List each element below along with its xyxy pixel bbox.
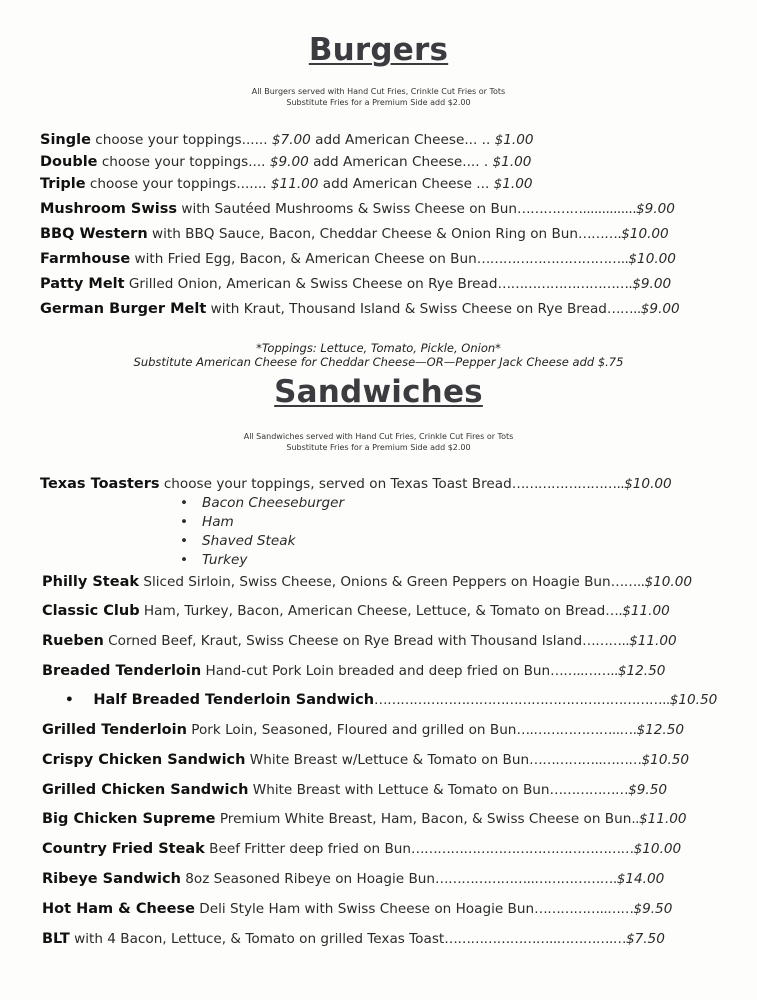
leader-dots: ……………..…… [534,901,634,917]
leader-dots: …………………………. [497,276,633,292]
item-price: $9.00 [632,276,672,292]
sandwich-item-half-breaded-tenderloin [65,690,717,710]
item-name: German Burger Melt [40,301,207,317]
item-desc: Hand-cut Pork Loin breaded and deep fried on Bun [201,663,551,679]
item-desc: White Breast w/Lettuce & Tomato on Bun [245,752,530,768]
sandwich-item-country-fried-steak [42,839,681,859]
leader-dots: …….. [606,301,641,317]
item-price: $11.00 [639,811,687,827]
cheese-substitute-note: Substitute American Cheese for Cheddar Cheese—OR—Pepper Jack Cheese add $.75 [133,355,624,369]
item-desc: choose your toppings....... [85,176,271,192]
item-name: Farmhouse [40,251,131,267]
item-price: $10.00 [621,226,669,242]
item-name: Mushroom Swiss [40,201,178,217]
leader-dots: .. [631,811,639,827]
item-name: Rueben [42,633,104,649]
sandwich-item-philly-steak [42,572,692,592]
item-price: $9.50 [633,901,673,917]
sandwich-item-texas-toasters [40,474,672,494]
item-price: $9.50 [628,782,668,798]
item-desc: with Sautéed Mushrooms & Swiss Cheese on Bun [177,201,518,217]
leader-dots: ……………………..………….… [444,931,626,947]
leader-dots: ….………………..…. [516,722,637,738]
leader-dots: …………………………….. [476,251,629,267]
item-name: BBQ Western [40,226,148,242]
item-name: Classic Club [42,603,140,619]
item-name: Texas Toasters [40,476,160,492]
item-price: $7.50 [625,931,665,947]
burgers-substitute-note: Substitute Fries for a Premium Side add $2.00 [286,98,471,107]
sandwich-item-hot-ham-cheese [42,899,672,919]
item-name: BLT [42,931,70,947]
item-price: $9.00 [640,301,680,317]
sandwiches-title: Sandwiches [274,374,483,410]
leader-dots: …………………..………………. [435,871,617,887]
item-name: Grilled Tenderloin [42,722,187,738]
item-price: $10.00 [633,841,682,857]
item-addon: add American Cheese ... [318,176,494,192]
item-name: Ribeye Sandwich [42,871,181,887]
item-desc: Pork Loin, Seasoned, Floured and grilled on Bun [186,722,517,738]
item-name: Triple [40,176,86,192]
leader-dots: …. [605,603,623,619]
item-price: $12.50 [617,663,666,679]
item-name: Breaded Tenderloin [42,663,202,679]
item-name: Big Chicken Supreme [42,811,216,827]
burger-item-double [40,152,531,172]
item-name: Philly Steak [42,574,139,590]
item-desc: Corned Beef, Kraut, Swiss Cheese on Rye Bread with Thousand Island [103,633,583,649]
item-price: $11.00 [622,603,670,619]
item-name: Grilled Chicken Sandwich [42,782,249,798]
leader-dots: …………….............. [517,201,637,217]
item-name: Hot Ham & Cheese [42,901,195,917]
burger-item-single [40,130,534,150]
sandwich-item-crispy-chicken [42,750,689,770]
item-desc: with Kraut, Thousand Island & Swiss Cheese on Rye Bread [206,301,607,317]
item-price: $11.00 [629,633,677,649]
item-name: Crispy Chicken Sandwich [42,752,246,768]
item-price: $10.00 [624,476,672,492]
item-desc: choose your toppings, served on Texas Toast Bread [159,476,512,492]
burgers-served-note: All Burgers served with Hand Cut Fries, Crinkle Cut Fries or Tots [251,87,506,96]
sandwich-item-breaded-tenderloin [42,661,665,681]
item-price: $10.50 [641,752,690,768]
burger-item-bbq-western [40,224,669,244]
item-price: $12.50 [636,722,685,738]
sandwich-item-rueben [42,631,677,651]
item-price: $10.50 [669,692,718,708]
item-desc: with BBQ Sauce, Bacon, Cheddar Cheese & Onion Ring on Bun [147,226,579,242]
item-name: Country Fried Steak [42,841,205,857]
burger-item-german-burger-melt [40,299,680,319]
burger-item-triple [40,174,533,194]
item-desc: Ham, Turkey, Bacon, American Cheese, Lettuce, & Tomato on Bread [139,603,606,619]
item-price: $9.00 [269,154,309,170]
item-name: Patty Melt [40,276,125,292]
item-name: Single [40,132,91,148]
leader-dots: …….. [610,574,645,590]
item-desc: Sliced Sirloin, Swiss Cheese, Onions & Green Peppers on Hoagie Bun [139,574,611,590]
item-desc: choose your toppings.... [97,154,270,170]
item-addon-price: $1.00 [493,176,533,192]
item-price: $11.00 [270,176,319,192]
texas-toaster-options [180,494,344,570]
item-name: Double [40,154,98,170]
burger-item-patty-melt [40,274,671,294]
item-desc: with Fried Egg, Bacon, & American Cheese on Bun [130,251,477,267]
sandwich-item-classic-club [42,601,670,621]
item-desc: White Breast with Lettuce & Tomato on Bun [248,782,550,798]
item-desc: 8oz Seasoned Ribeye on Hoagie Bun [180,871,436,887]
item-price: $9.00 [636,201,675,217]
burger-item-farmhouse [40,249,676,269]
sandwich-item-grilled-tenderloin [42,720,684,740]
option-ham: • Ham [180,513,344,532]
item-desc: Grilled Onion, American & Swiss Cheese on Rye Bread [124,276,498,292]
leader-dots: …………………………………………… [411,841,634,857]
sandwich-item-blt [42,929,665,949]
leader-dots: ……………… [549,782,629,798]
item-price: $10.00 [644,574,693,590]
option-shaved-steak: • Shaved Steak [180,532,344,551]
option-turkey: • Turkey [180,551,344,570]
option-bacon-cheeseburger: • Bacon Cheeseburger [180,494,344,513]
item-desc: Deli Style Ham with Swiss Cheese on Hoagie Bun [194,901,535,917]
sandwich-item-ribeye [42,869,664,889]
leader-dots: ………………………………………………………….. [374,692,670,708]
burgers-title: Burgers [308,32,449,68]
leader-dots: ……….. [582,633,630,649]
leader-dots: ……..…….. [550,663,618,679]
burger-item-mushroom-swiss [40,199,675,219]
item-addon: add American Cheese... .. [310,132,495,148]
toppings-note: *Toppings: Lettuce, Tomato, Pickle, Onion* [256,341,501,355]
item-price: $7.00 [271,132,311,148]
leader-dots: ………. [578,226,622,242]
item-price: $10.00 [628,251,676,267]
sandwich-item-big-chicken-supreme [42,809,687,829]
item-desc: Premium White Breast, Ham, Bacon, & Swiss Cheese on Bun [215,811,632,827]
sandwiches-served-note: All Sandwiches served with Hand Cut Fries, Crinkle Cut Fires or Tots [243,432,514,441]
item-addon-price: $1.00 [494,132,534,148]
sandwich-item-grilled-chicken [42,780,667,800]
item-desc: choose your toppings...... [90,132,272,148]
item-desc: with 4 Bacon, Lettuce, & Tomato on grilled Texas Toast [69,931,445,947]
sandwiches-substitute-note: Substitute Fries for a Premium Side add $2.00 [286,443,471,452]
item-addon-price: $1.00 [492,154,532,170]
leader-dots: …………………….. [511,476,625,492]
item-name: Half Breaded Tenderloin Sandwich [93,692,375,708]
item-price: $14.00 [616,871,665,887]
leader-dots: ……………..……… [529,752,642,768]
item-desc: Beef Fritter deep fried on Bun [204,841,412,857]
item-addon: add American Cheese.... . [308,154,493,170]
